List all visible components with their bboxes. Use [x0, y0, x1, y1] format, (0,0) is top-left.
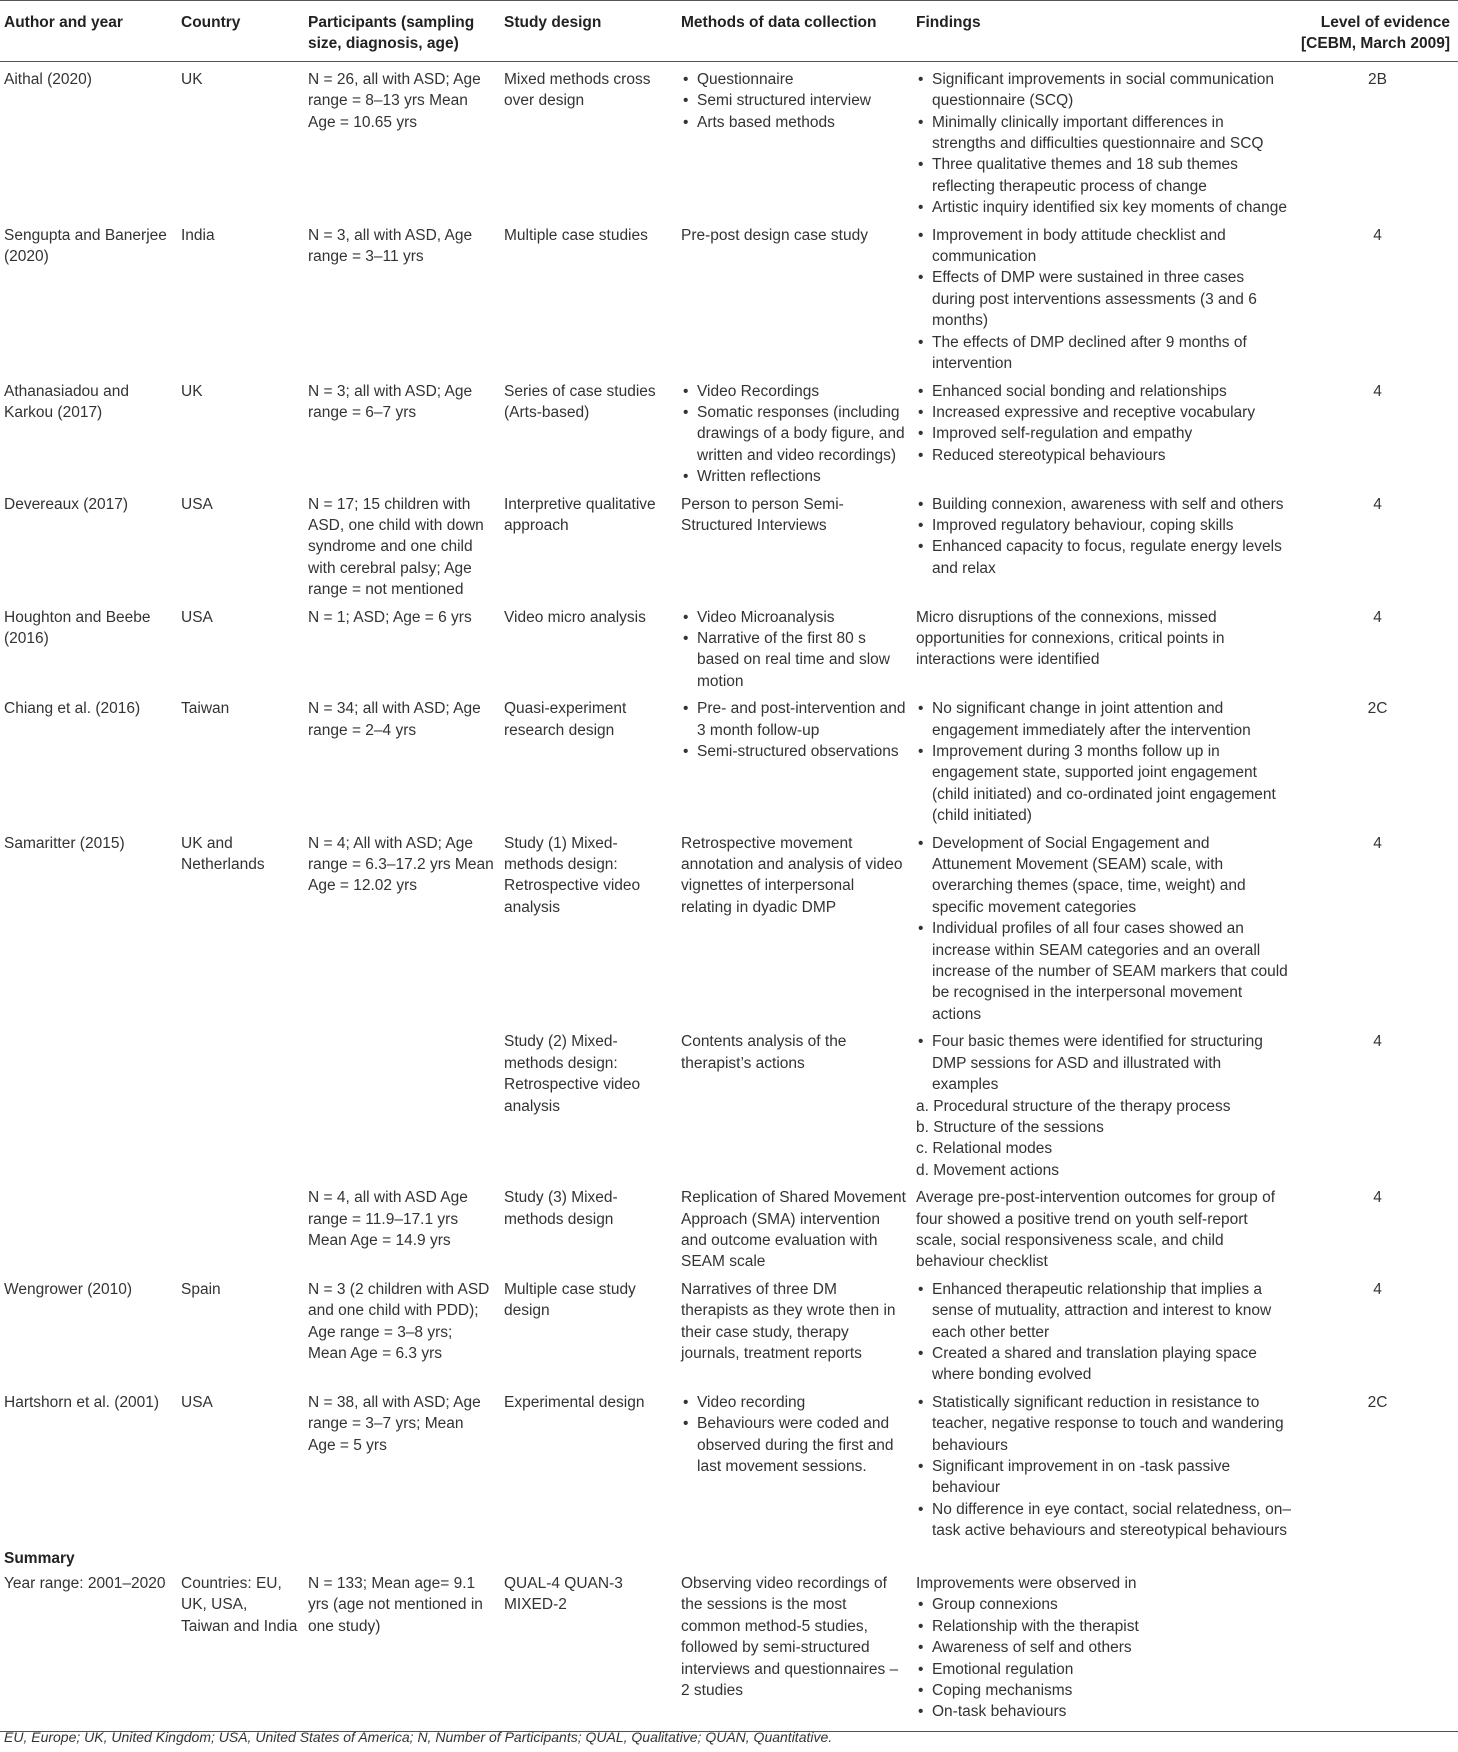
cell-participants: N = 1; ASD; Age = 6 yrs	[308, 608, 472, 626]
cell-author: Chiang et al. (2016)	[4, 700, 141, 718]
list-item: • Coping mechanisms	[916, 1680, 1291, 1701]
list-item: • Awareness of self and others	[916, 1637, 1291, 1658]
cell-country: UK	[181, 70, 203, 88]
list-item: • Significant improvements in social communication questionnaire (SCQ)	[916, 69, 1291, 112]
cell-participants: N = 3 (2 children with ASD and one child with PDD); Age range = 3–8 yrs; Mean Age = 6.3 yrs	[308, 1280, 490, 1362]
cell-design: Study (2) Mixed-methods design: Retrospective video analysis	[504, 1033, 641, 1115]
cell-findings	[912, 1388, 1297, 1544]
cell-author: Wengrower (2010)	[4, 1280, 133, 1298]
list-item: • Group connexions	[916, 1594, 1291, 1615]
list-item: • Emotional regulation	[916, 1659, 1291, 1680]
list-item: • Behaviours were coded and observed during the first and last movement sessions.	[681, 1413, 906, 1477]
header-row	[0, 1, 1458, 62]
findings-subitem: a. Procedural structure of the therapy process	[916, 1097, 1231, 1115]
list-item: • Minimally clinically important differences in strengths and difficulties questionnaire and SCQ	[916, 112, 1291, 155]
header-country: Country	[177, 1, 304, 62]
cell-methods: Retrospective movement annotation and analysis of video vignettes of interpersonal relating in dyadic DMP	[681, 834, 903, 916]
table-header	[0, 1, 1458, 62]
list-item: • Four basic themes were identified for structuring DMP sessions for ASD and illustrated with examples	[916, 1031, 1291, 1095]
cell-design: Multiple case studies	[504, 226, 648, 244]
cell-methods-list	[681, 1392, 906, 1478]
findings-subitem: b. Structure of the sessions	[916, 1118, 1104, 1136]
cell-findings	[912, 221, 1297, 377]
list-item: • Enhanced capacity to focus, regulate energy levels and relax	[916, 536, 1291, 579]
cell-level: 4	[1373, 495, 1382, 513]
cell-findings-list	[916, 225, 1291, 375]
summary-design: QUAL-4 QUAN-3 MIXED-2	[500, 1569, 677, 1731]
list-item: • Improved self-regulation and empathy	[916, 423, 1291, 444]
list-item: • Individual profiles of all four cases showed an increase within SEAM categories and an overall increase of the number of SEAM markers that could be recognised in the interpersonal movement actions	[916, 918, 1291, 1025]
table-footnote: EU, Europe; UK, United Kingdom; USA, United States of America; N, Number of Participants; QUAL, Qualitative; QUAN, Quantitative.	[4, 1729, 833, 1745]
cell-methods	[677, 694, 912, 828]
header-design: Study design	[500, 1, 677, 62]
summary-participants: N = 133; Mean age= 9.1 yrs (age not mentioned in one study)	[304, 1569, 500, 1731]
list-item: • Relationship with the therapist	[916, 1616, 1291, 1637]
cell-findings-list	[916, 494, 1291, 580]
cell-design: Study (3) Mixed-methods design	[504, 1189, 618, 1228]
cell-participants: N = 3, all with ASD, Age range = 3–11 yrs	[308, 226, 473, 266]
cell-design: Quasi-experiment research design	[504, 700, 627, 739]
cell-methods: Person to person Semi-Structured Interviews	[681, 495, 844, 534]
findings-subitem: c. Relational modes	[916, 1140, 1053, 1158]
summary-year-range: Year range: 2001–2020	[0, 1569, 177, 1731]
cell-findings-list	[916, 833, 1291, 1026]
cell-level: 2B	[1368, 70, 1387, 88]
cell-country: USA	[181, 1393, 213, 1411]
list-item: • Three qualitative themes and 18 sub themes reflecting therapeutic process of change	[916, 154, 1291, 197]
cell-methods-list	[681, 69, 906, 133]
cell-methods	[677, 1388, 912, 1544]
list-item: • On-task behaviours	[916, 1701, 1291, 1722]
cell-level: 4	[1373, 1280, 1382, 1298]
list-item: • Pre- and post-intervention and 3 month follow-up	[681, 698, 906, 741]
table-row	[0, 694, 1458, 828]
cell-methods: Pre-post design case study	[681, 226, 868, 244]
cell-design: Experimental design	[504, 1393, 645, 1411]
list-item: • Artistic inquiry identified six key moments of change	[916, 197, 1291, 218]
header-author: Author and year	[0, 1, 177, 62]
cell-findings-list	[916, 1279, 1291, 1386]
list-item: • Increased expressive and receptive vocabulary	[916, 402, 1291, 423]
cell-design: Study (1) Mixed-methods design: Retrospective video analysis	[504, 834, 641, 916]
cell-findings: Micro disruptions of the connexions, missed opportunities for connexions, critical points in interactions were identified	[916, 608, 1225, 669]
cell-level: 4	[1373, 1033, 1382, 1051]
table-row	[0, 61, 1458, 220]
cell-country: UK	[181, 382, 203, 400]
table-row	[0, 1183, 1458, 1275]
cell-findings-list	[916, 1392, 1291, 1542]
cell-findings	[912, 829, 1297, 1028]
list-item: • No significant change in joint attention and engagement immediately after the intervention	[916, 698, 1291, 741]
cell-country: UK and Netherlands	[181, 834, 265, 874]
list-item: • Video Recordings	[681, 381, 906, 402]
cell-findings	[912, 490, 1297, 603]
cell-participants: N = 4, all with ASD Age range = 11.9–17.1 yrs Mean Age = 14.9 yrs	[308, 1189, 468, 1249]
cell-findings	[912, 1027, 1297, 1183]
cell-author: Hartshorn et al. (2001)	[4, 1393, 160, 1411]
list-item: • Development of Social Engagement and Attunement Movement (SEAM) scale, with overarching themes (space, time, weight) and specific movement categories	[916, 833, 1291, 919]
list-item: • Created a shared and translation playing space where bonding evolved	[916, 1343, 1291, 1386]
header-methods: Methods of data collection	[677, 1, 912, 62]
cell-methods: Contents analysis of the therapist’s actions	[681, 1033, 847, 1072]
summary-methods: Observing video recordings of the sessions is the most common method-5 studies, followed by semi-structured interviews and questionnaires –2 studies	[677, 1569, 912, 1731]
cell-methods-list	[681, 381, 906, 488]
cell-design: Series of case studies (Arts-based)	[504, 382, 656, 421]
cell-author: Athanasiadou and Karkou (2017)	[4, 382, 129, 421]
summary-row	[0, 1569, 1458, 1731]
cell-author: Houghton and Beebe (2016)	[4, 608, 151, 647]
list-item: • Semi-structured observations	[681, 741, 906, 762]
cell-author: Samaritter (2015)	[4, 834, 125, 852]
cell-findings	[912, 377, 1297, 490]
cell-country: Taiwan	[181, 700, 230, 718]
summary-heading: Summary	[4, 1549, 75, 1567]
list-item: • Arts based methods	[681, 112, 906, 133]
summary-heading-row	[0, 1544, 1458, 1569]
cell-methods-list	[681, 698, 906, 762]
cell-level: 4	[1373, 382, 1382, 400]
cell-findings	[912, 61, 1297, 220]
header-participants: Participants (sampling size, diagnosis, age)	[304, 1, 500, 62]
list-item: • Questionnaire	[681, 69, 906, 90]
cell-methods: Narratives of three DM therapists as they wrote then in their case study, therapy journals, treatment reports	[681, 1280, 896, 1362]
cell-author: Aithal (2020)	[4, 70, 92, 88]
cell-findings	[912, 694, 1297, 828]
cell-findings-list	[916, 1031, 1291, 1095]
cell-participants: N = 17; 15 children with ASD, one child with down syndrome and one child with cerebral palsy; Age range = not mentioned	[308, 495, 484, 599]
findings-subitem: d. Movement actions	[916, 1161, 1060, 1179]
table-row	[0, 829, 1458, 1028]
cell-author: Devereaux (2017)	[4, 495, 129, 513]
cell-design: Mixed methods cross over design	[504, 70, 651, 110]
table-row	[0, 490, 1458, 603]
list-item: • The effects of DMP declined after 9 months of intervention	[916, 332, 1291, 375]
header-findings: Findings	[912, 1, 1297, 62]
cell-findings-list	[916, 381, 1291, 467]
cell-country: USA	[181, 495, 213, 513]
cell-participants	[304, 1027, 500, 1183]
table-row	[0, 1275, 1458, 1388]
cell-methods	[677, 61, 912, 220]
cell-participants: N = 34; all with ASD; Age range = 2–4 yrs	[308, 700, 481, 739]
list-item: • Somatic responses (including drawings of a body figure, and written and video recordings)	[681, 402, 906, 466]
summary-findings	[912, 1569, 1297, 1731]
cell-level: 2C	[1367, 700, 1388, 718]
cell-country: India	[181, 226, 215, 244]
cell-level: 2C	[1367, 1393, 1388, 1411]
summary-level	[1297, 1569, 1458, 1731]
cell-author	[0, 1027, 177, 1183]
cell-design: Interpretive qualitative approach	[504, 495, 656, 534]
header-level: Level of evidence [CEBM, March 2009]	[1297, 1, 1458, 62]
cell-level: 4	[1373, 226, 1382, 244]
cell-country	[177, 1027, 304, 1183]
cell-methods: Replication of Shared Movement Approach (SMA) intervention and outcome evaluation with SEAM scale	[681, 1189, 906, 1271]
cell-findings-list	[916, 698, 1291, 826]
cell-level: 4	[1373, 834, 1382, 852]
cell-design: Multiple case study design	[504, 1280, 636, 1320]
list-item: • Reduced stereotypical behaviours	[916, 445, 1291, 466]
cell-methods-list	[681, 607, 906, 693]
list-item: • Enhanced therapeutic relationship that implies a sense of mutuality, attraction and interest to know each other better	[916, 1279, 1291, 1343]
cell-findings-list	[916, 69, 1291, 219]
list-item: • Video Microanalysis	[681, 607, 906, 628]
cell-participants: N = 38, all with ASD; Age range = 3–7 yrs; Mean Age = 5 yrs	[308, 1393, 481, 1454]
list-item: • No difference in eye contact, social relatedness, on–task active behaviours and stereotypical behaviours	[916, 1499, 1291, 1542]
cell-country: USA	[181, 608, 213, 626]
cell-country	[177, 1183, 304, 1275]
table-body	[0, 61, 1458, 1731]
cell-participants: N = 4; All with ASD; Age range = 6.3–17.2 yrs Mean Age = 12.02 yrs	[308, 834, 494, 895]
cell-findings	[912, 1275, 1297, 1388]
table-row	[0, 377, 1458, 490]
cell-methods	[677, 603, 912, 695]
cell-participants: N = 3; all with ASD; Age range = 6–7 yrs	[308, 382, 473, 421]
summary-findings-intro: Improvements were observed in	[916, 1575, 1137, 1593]
summary-countries: Countries: EU, UK, USA, Taiwan and India	[177, 1569, 304, 1731]
list-item: • Improvement in body attitude checklist and communication	[916, 225, 1291, 268]
cell-design: Video micro analysis	[504, 608, 646, 626]
list-item: • Statistically significant reduction in resistance to teacher, negative response to touch and wandering behaviours	[916, 1392, 1291, 1456]
cell-level: 4	[1373, 608, 1382, 626]
cell-participants: N = 26, all with ASD; Age range = 8–13 yrs Mean Age = 10.65 yrs	[308, 70, 481, 131]
cell-methods	[677, 377, 912, 490]
list-item: • Enhanced social bonding and relationships	[916, 381, 1291, 402]
list-item: • Significant improvement in on -task passive behaviour	[916, 1456, 1291, 1499]
list-item: • Improved regulatory behaviour, coping skills	[916, 515, 1291, 536]
cell-author: Sengupta and Banerjee (2020)	[4, 226, 167, 266]
summary-findings-list	[916, 1594, 1291, 1722]
list-item: • Building connexion, awareness with self and others	[916, 494, 1291, 515]
cell-findings: Average pre-post-intervention outcomes for group of four showed a positive trend on youth self-report scale, social responsiveness scale, and child behaviour checklist	[916, 1189, 1275, 1271]
table-row	[0, 603, 1458, 695]
list-item: • Video recording	[681, 1392, 906, 1413]
table-row	[0, 1027, 1458, 1183]
list-item: • Semi structured interview	[681, 90, 906, 111]
table-row	[0, 221, 1458, 377]
table-row	[0, 1388, 1458, 1544]
cell-author	[0, 1183, 177, 1275]
list-item: • Written reflections	[681, 466, 906, 487]
cell-country: Spain	[181, 1280, 221, 1298]
cell-level: 4	[1373, 1189, 1382, 1207]
list-item: • Narrative of the first 80 s based on real time and slow motion	[681, 628, 906, 692]
list-item: • Effects of DMP were sustained in three cases during post interventions assessments (3 and 6 months)	[916, 267, 1291, 331]
list-item: • Improvement during 3 months follow up in engagement state, supported joint engagement (child initiated) and co-ordinated joint engagement (child initiated)	[916, 741, 1291, 827]
